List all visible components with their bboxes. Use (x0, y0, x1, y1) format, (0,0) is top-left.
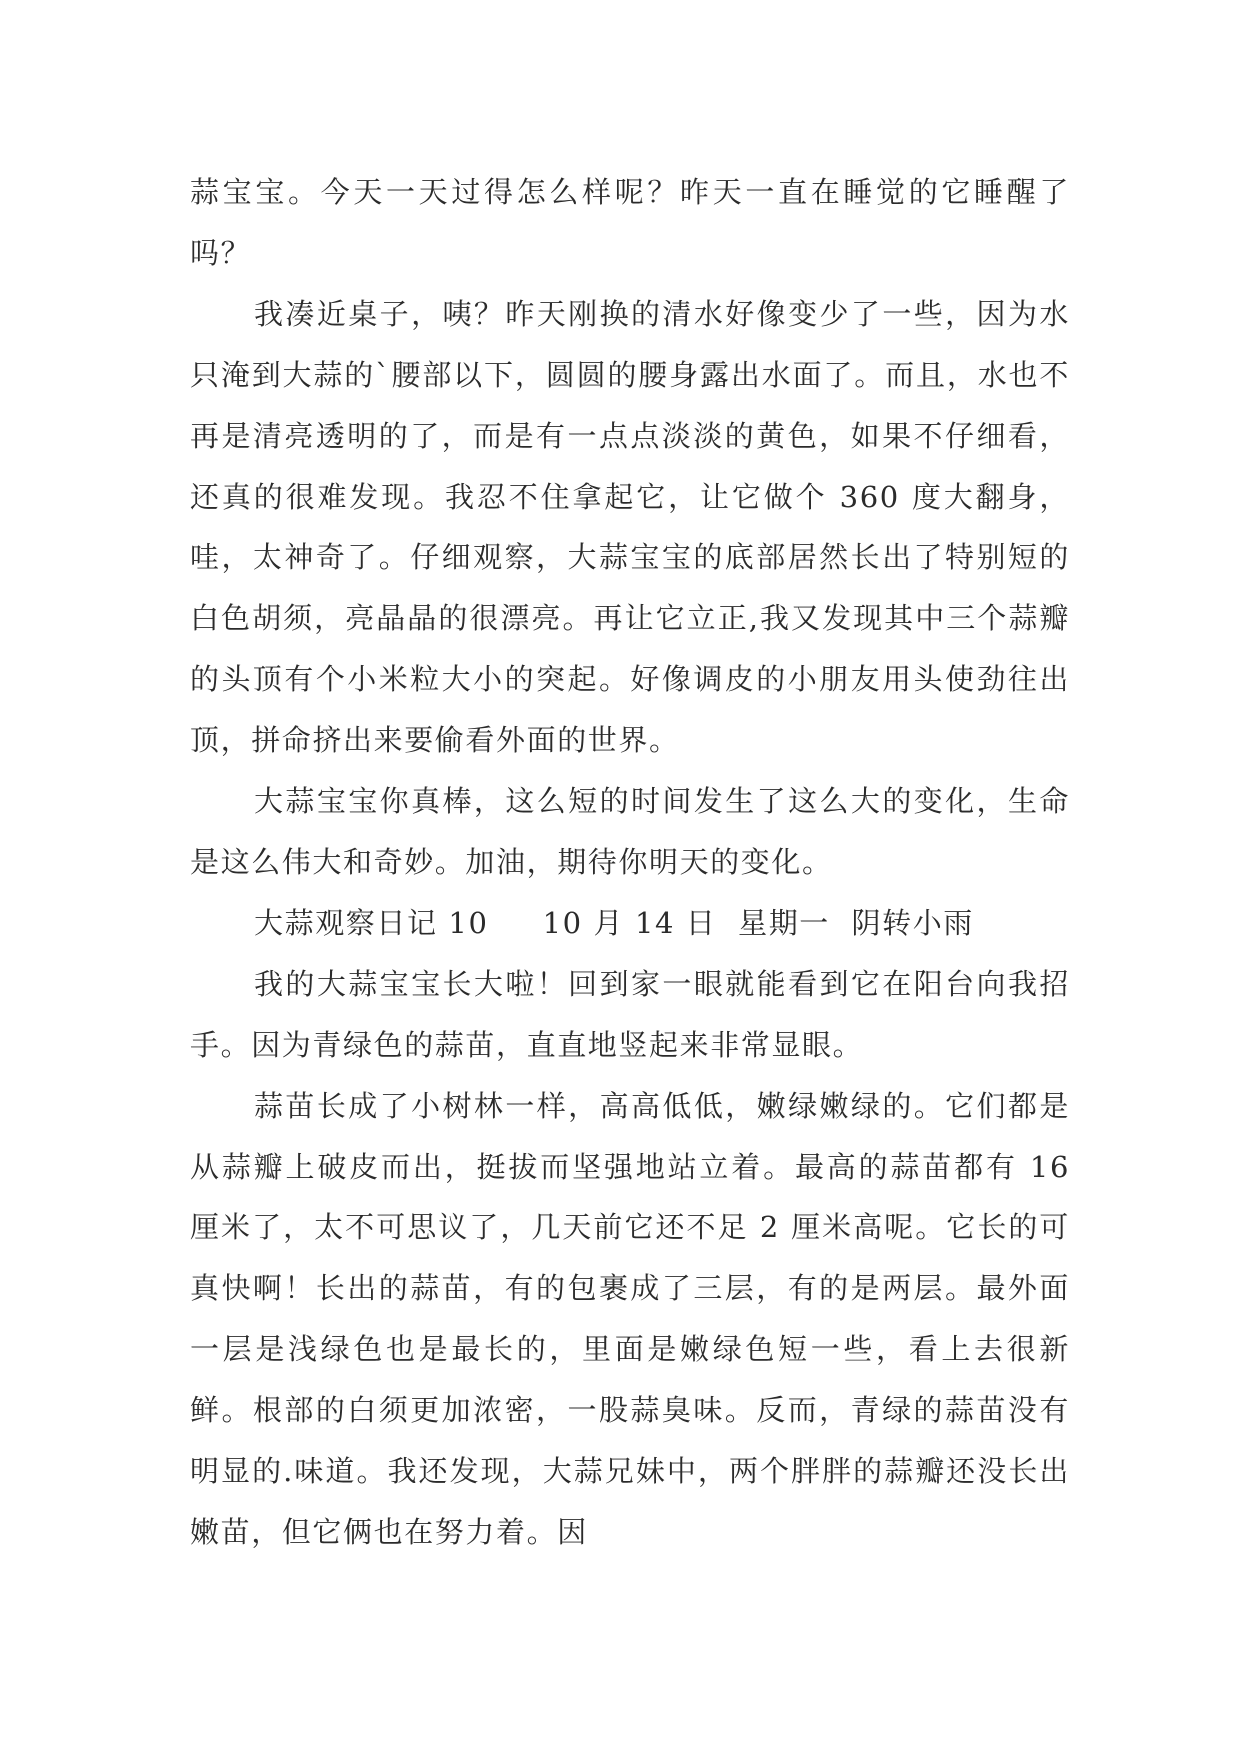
paragraph-4: 我的大蒜宝宝长大啦！回到家一眼就能看到它在阳台向我招手。因为青绿色的蒜苗，直直地竖起来非常显眼。 (190, 966, 1070, 1062)
paragraph-1: 蒜宝宝。今天一天过得怎么样呢？昨天一直在睡觉的它睡醒了吗？ (190, 175, 1070, 270)
paragraph-3: 大蒜宝宝你真棒，这么短的时间发生了这么大的变化，生命是这么伟大和奇妙。加油，期待你明天的变化。 (190, 784, 1070, 879)
paragraph-5: 蒜苗长成了小树林一样，高高低低，嫩绿嫩绿的。它们都是从蒜瓣上破皮而出，挺拔而坚强地站立着。最高的蒜苗都有 16 厘米了，太不可思议了，几天前它还不足 2 厘米高呢。它长的可真快啊！长出的蒜苗，有的包裹成了三层，有的是两层。最外面一层是浅绿色也是最长的，里面是嫩绿色短一些，看上去很新鲜。根部的白须更加浓密，一股蒜臭味。反而，青绿的蒜苗没有明显的.味道。我还发现，大蒜兄妹中，两个胖胖的蒜瓣还没长出嫩苗，但它俩也在努力着。因 (190, 1088, 1070, 1549)
paragraph-2: 我凑近桌子，咦？昨天刚换的清水好像变少了一些，因为水只淹到大蒜的`腰部以下，圆圆的腰身露出水面了。而且，水也不再是清亮透明的了，而是有一点点淡淡的黄色，如果不仔细看，还真的很难发现。我忍不住拿起它，让它做个 360 度大翻身，哇，太神奇了。仔细观察，大蒜宝宝的底部居然长出了特别短的白色胡须，亮晶晶的很漂亮。再让它立正,我又发现其中三个蒜瓣的头顶有个小米粒大小的突起。好像调皮的小朋友用头使劲往出顶，拼命挤出来要偷看外面的世界。 (190, 296, 1070, 758)
document-body (190, 162, 1070, 1563)
diary-entry-heading: 大蒜观察日记 10 10 月 14 日 星期一 阴转小雨 (254, 905, 974, 940)
